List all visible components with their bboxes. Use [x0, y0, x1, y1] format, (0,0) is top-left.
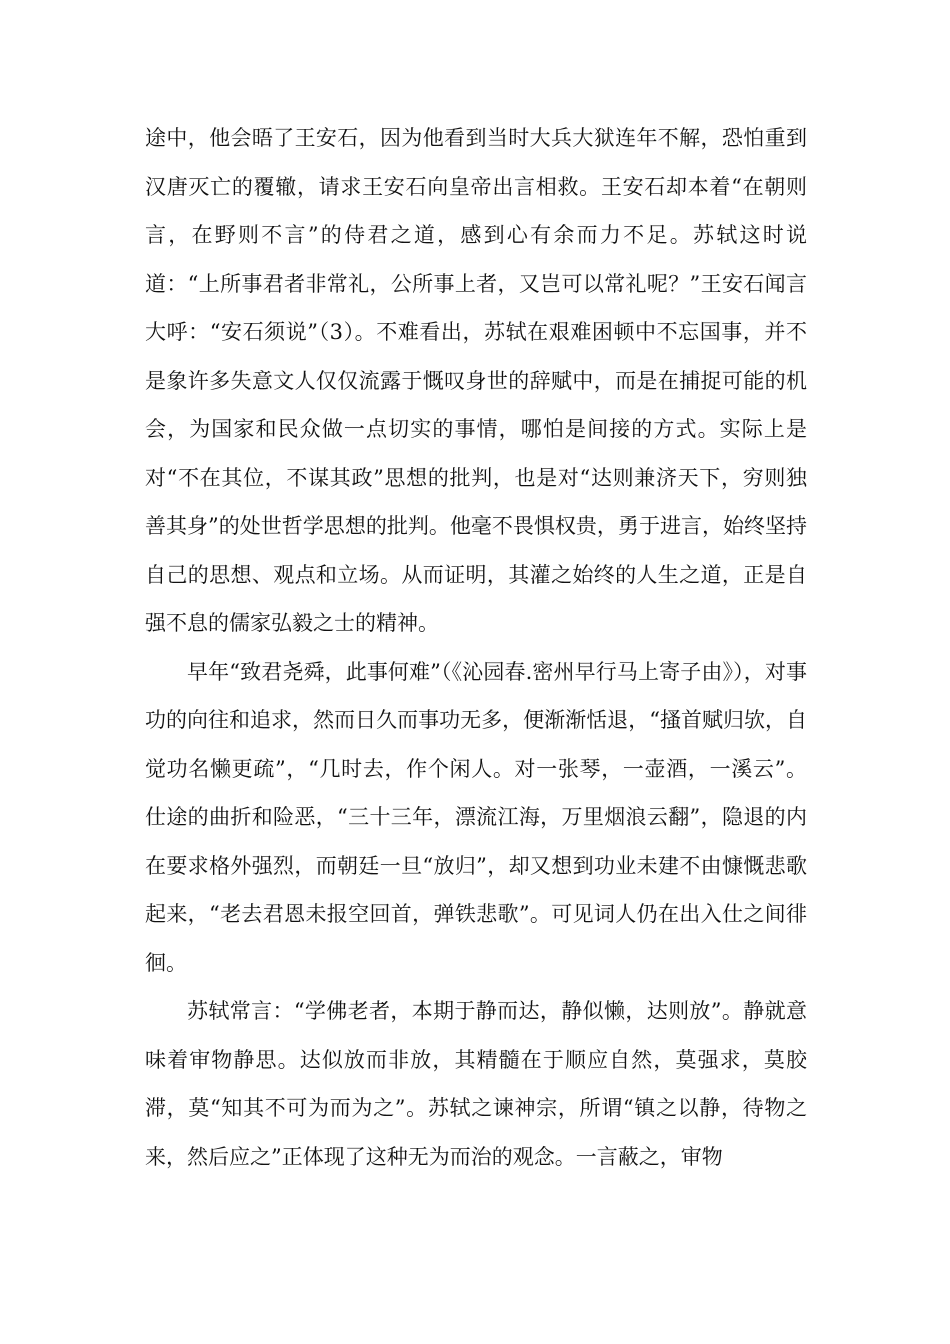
paragraph-1: 途中，他会晤了王安石，因为他看到当时大兵大狱连年不解，恐怕重到汉唐灭亡的覆辙，请求王安石向皇帝出言相救。王安石却本着“在朝则言，在野则不言”的侍君之道，感到心有余而力不足。苏轼这时说道：“上所事君者非常礼，公所事上者，又岂可以常礼呢？”王安石闻言大呼：“安石须说”（3）。不难看出，苏轼在艰难困顿中不忘国事，并不是象许多失意文人仅仅流露于慨叹身世的辞赋中，而是在捕捉可能的机会，为国家和民众做一点切实的事情，哪怕是间接的方式。实际上是对“不在其位，不谋其政”思想的批判，也是对“达则兼济天下，穷则独善其身”的处世哲学思想的批判。他毫不畏惧权贵，勇于进言，始终坚持自己的思想、观点和立场。从而证明，其灌之始终的人生之道，正是自强不息的儒家弘毅之士的精神。 — [145, 126, 807, 635]
paragraph-2: 早年“致君尧舜，此事何难”（《沁园春.密州早行马上寄子由》），对事功的向往和追求，然而日久而事功无多，便渐渐恬退，“搔首赋归欤，自觉功名懒更疏”，“几时去，作个闲人。对一张琴，一壶酒，一溪云”。仕途的曲折和险恶，“三十三年，漂流江海，万里烟浪云翻”，隐退的内在要求格外强烈，而朝廷一旦“放归”，却又想到功业未建不由慷慨悲歌起来，“老去君恩未报空回首，弹铁悲歌”。可见词人仍在出入仕之间徘徊。 — [145, 659, 807, 975]
paragraph-3: 苏轼常言：“学佛老者，本期于静而达，静似懒，达则放”。静就意味着审物静思。达似放而非放，其精髓在于顺应自然，莫强求，莫胶滞，莫“知其不可为而为之”。苏轼之谏神宗，所谓“镇之以静，待物之来，然后应之”正体现了这种无为而治的观念。一言蔽之，审物 — [145, 999, 807, 1169]
document-body — [145, 114, 807, 1181]
